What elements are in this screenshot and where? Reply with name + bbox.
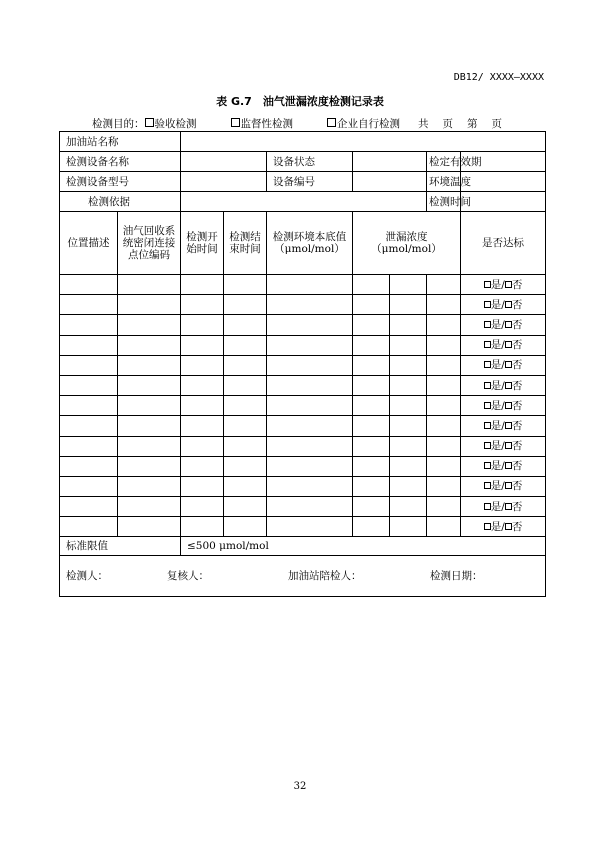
table-row	[60, 275, 546, 295]
label-inspection-date: 检测日期：	[430, 570, 483, 583]
data-cell[interactable]	[390, 375, 427, 395]
data-cell[interactable]	[118, 497, 181, 517]
table-row	[60, 295, 546, 315]
data-cell[interactable]	[60, 416, 118, 436]
label-inspector: 检测人：	[66, 570, 108, 583]
col-position: 位置描述	[60, 212, 118, 275]
signature-cell	[60, 556, 546, 597]
data-cell[interactable]	[267, 355, 353, 375]
data-cell[interactable]	[353, 355, 390, 375]
data-cell[interactable]	[60, 275, 118, 295]
data-cell[interactable]	[118, 396, 181, 416]
data-cell[interactable]	[390, 456, 427, 476]
data-cell[interactable]	[390, 275, 427, 295]
data-cell[interactable]	[181, 315, 224, 335]
data-cell[interactable]	[60, 476, 118, 496]
data-cell[interactable]	[353, 416, 390, 436]
yes-label: 是/	[490, 399, 505, 412]
data-cell[interactable]	[181, 335, 224, 355]
compliance-cell	[461, 375, 546, 395]
yes-checkbox-icon[interactable]	[484, 503, 491, 510]
row-signatures	[60, 556, 546, 597]
no-label: 否	[511, 480, 523, 493]
data-cell[interactable]	[390, 335, 427, 355]
data-cell[interactable]	[118, 436, 181, 456]
data-cell[interactable]	[427, 295, 461, 315]
data-cell[interactable]	[60, 396, 118, 416]
no-label: 否	[511, 298, 523, 311]
data-cell[interactable]	[118, 335, 181, 355]
yes-label: 是/	[490, 339, 505, 352]
data-cell[interactable]	[267, 396, 353, 416]
yes-checkbox-icon[interactable]	[484, 402, 491, 409]
yes-checkbox-icon[interactable]	[484, 281, 491, 288]
no-checkbox-icon[interactable]	[505, 301, 512, 308]
data-cell[interactable]	[60, 295, 118, 315]
data-cell[interactable]	[224, 436, 267, 456]
value-limit: ≤500 μmol/mol	[181, 537, 546, 556]
data-cell[interactable]	[181, 275, 224, 295]
data-cell[interactable]	[118, 416, 181, 436]
field-basis[interactable]	[181, 192, 427, 212]
table-row	[60, 396, 546, 416]
checkbox-icon	[231, 118, 240, 127]
no-label: 否	[511, 318, 523, 331]
no-checkbox-icon[interactable]	[505, 462, 512, 469]
table-row	[60, 355, 546, 375]
no-label: 否	[511, 419, 523, 432]
label-reviewer: 复核人：	[167, 570, 209, 583]
yes-label: 是/	[490, 318, 505, 331]
data-cell[interactable]	[60, 436, 118, 456]
page-count: 共 页 第 页	[418, 118, 502, 130]
no-checkbox-icon[interactable]	[505, 361, 512, 368]
data-cell[interactable]	[60, 456, 118, 476]
data-cell[interactable]	[353, 456, 390, 476]
data-cell[interactable]	[224, 497, 267, 517]
data-cell[interactable]	[390, 517, 427, 537]
data-cell[interactable]	[353, 497, 390, 517]
data-cell[interactable]	[427, 315, 461, 335]
field-time[interactable]	[461, 192, 546, 212]
data-cell[interactable]	[224, 375, 267, 395]
checkbox-icon	[145, 118, 154, 127]
table-row	[60, 375, 546, 395]
compliance-cell	[461, 416, 546, 436]
field-device-number[interactable]	[353, 172, 427, 192]
yes-checkbox-icon[interactable]	[484, 482, 491, 489]
data-cell[interactable]	[60, 517, 118, 537]
option-supervisory[interactable]: 监督性检测	[231, 116, 294, 131]
data-cell[interactable]	[224, 476, 267, 496]
page-number: 32	[293, 781, 307, 792]
column-header-row	[60, 212, 546, 275]
data-cell[interactable]	[267, 416, 353, 436]
data-cell[interactable]	[427, 416, 461, 436]
data-cell[interactable]	[181, 295, 224, 315]
yes-checkbox-icon[interactable]	[484, 321, 491, 328]
yes-label: 是/	[490, 419, 505, 432]
no-checkbox-icon[interactable]	[505, 523, 512, 530]
col-start-time: 检测开始时间	[181, 212, 224, 275]
yes-checkbox-icon[interactable]	[484, 382, 491, 389]
data-cell[interactable]	[118, 315, 181, 335]
compliance-cell	[461, 456, 546, 476]
data-cell[interactable]	[267, 497, 353, 517]
data-cell[interactable]	[118, 355, 181, 375]
row-device-model	[60, 172, 546, 192]
field-device-status[interactable]	[353, 152, 427, 172]
label-time: 检测时间	[427, 192, 461, 212]
data-cell[interactable]	[267, 476, 353, 496]
no-label: 否	[511, 440, 523, 453]
data-cell[interactable]	[427, 375, 461, 395]
data-cell[interactable]	[224, 355, 267, 375]
col-compliance: 是否达标	[461, 212, 546, 275]
data-cell[interactable]	[353, 436, 390, 456]
row-basis	[60, 192, 546, 212]
table-row	[60, 416, 546, 436]
yes-label: 是/	[490, 460, 505, 473]
data-cell[interactable]	[224, 517, 267, 537]
label-device-name: 检测设备名称	[60, 152, 181, 172]
compliance-cell	[461, 497, 546, 517]
compliance-cell	[461, 295, 546, 315]
data-cell[interactable]	[267, 456, 353, 476]
table-row	[60, 456, 546, 476]
data-cell[interactable]	[427, 456, 461, 476]
data-cell[interactable]	[390, 315, 427, 335]
no-checkbox-icon[interactable]	[505, 321, 512, 328]
yes-label: 是/	[490, 379, 505, 392]
data-rows	[60, 275, 546, 537]
table-row	[60, 315, 546, 335]
data-cell[interactable]	[224, 416, 267, 436]
no-checkbox-icon[interactable]	[505, 281, 512, 288]
no-label: 否	[511, 500, 523, 513]
no-checkbox-icon[interactable]	[505, 422, 512, 429]
col-connection-point: 油气回收系统密闭连接点位编码	[118, 212, 181, 275]
data-cell[interactable]	[181, 355, 224, 375]
no-label: 否	[511, 278, 523, 291]
data-cell[interactable]	[353, 275, 390, 295]
data-cell[interactable]	[267, 517, 353, 537]
data-cell[interactable]	[427, 517, 461, 537]
data-cell[interactable]	[181, 416, 224, 436]
yes-checkbox-icon[interactable]	[484, 341, 491, 348]
compliance-cell	[461, 476, 546, 496]
no-label: 否	[511, 339, 523, 352]
compliance-cell	[461, 436, 546, 456]
data-cell[interactable]	[181, 497, 224, 517]
no-label: 否	[511, 379, 523, 392]
field-station-name[interactable]	[181, 132, 546, 152]
field-env-temp[interactable]	[461, 172, 546, 192]
no-checkbox-icon[interactable]	[505, 482, 512, 489]
label-device-model: 检测设备型号	[60, 172, 181, 192]
compliance-cell	[461, 335, 546, 355]
col-background: 检测环境本底值（μmol/mol）	[267, 212, 353, 275]
data-cell[interactable]	[353, 335, 390, 355]
compliance-cell	[461, 315, 546, 335]
data-cell[interactable]	[181, 456, 224, 476]
label-limit: 标准限值	[60, 537, 181, 556]
row-station-name	[60, 132, 546, 152]
data-cell[interactable]	[60, 315, 118, 335]
label-station-name: 加油站名称	[60, 132, 181, 152]
data-cell[interactable]	[60, 497, 118, 517]
no-checkbox-icon[interactable]	[505, 503, 512, 510]
data-cell[interactable]	[390, 295, 427, 315]
data-cell[interactable]	[118, 375, 181, 395]
option-self-check[interactable]: 企业自行检测	[327, 116, 400, 131]
yes-checkbox-icon[interactable]	[484, 361, 491, 368]
compliance-cell	[461, 275, 546, 295]
document-code: DB12/ XXXX—XXXX	[453, 72, 544, 83]
yes-label: 是/	[490, 278, 505, 291]
compliance-cell	[461, 517, 546, 537]
data-cell[interactable]	[267, 275, 353, 295]
label-calibration: 检定有效期	[427, 152, 461, 172]
data-cell[interactable]	[118, 517, 181, 537]
checkbox-icon	[327, 118, 336, 127]
data-cell[interactable]	[427, 335, 461, 355]
field-device-name[interactable]	[181, 152, 267, 172]
label-device-number: 设备编号	[267, 172, 353, 192]
yes-label: 是/	[490, 359, 505, 372]
data-cell[interactable]	[427, 436, 461, 456]
data-cell[interactable]	[353, 517, 390, 537]
data-cell[interactable]	[267, 436, 353, 456]
data-cell[interactable]	[267, 315, 353, 335]
data-cell[interactable]	[224, 335, 267, 355]
data-cell[interactable]	[267, 375, 353, 395]
data-cell[interactable]	[60, 335, 118, 355]
data-cell[interactable]	[353, 396, 390, 416]
col-leak-concentration: 泄漏浓度（μmol/mol）	[353, 212, 461, 275]
data-cell[interactable]	[267, 295, 353, 315]
data-cell[interactable]	[390, 416, 427, 436]
data-cell[interactable]	[353, 476, 390, 496]
data-cell[interactable]	[181, 436, 224, 456]
data-cell[interactable]	[60, 375, 118, 395]
data-cell[interactable]	[267, 335, 353, 355]
data-cell[interactable]	[118, 275, 181, 295]
no-checkbox-icon[interactable]	[505, 382, 512, 389]
data-cell[interactable]	[181, 396, 224, 416]
compliance-cell	[461, 396, 546, 416]
yes-label: 是/	[490, 440, 505, 453]
yes-checkbox-icon[interactable]	[484, 301, 491, 308]
data-cell[interactable]	[60, 355, 118, 375]
no-label: 否	[511, 520, 523, 533]
yes-checkbox-icon[interactable]	[484, 442, 491, 449]
label-env-temp: 环境温度	[427, 172, 461, 192]
inspection-purpose	[92, 116, 502, 131]
row-limit	[60, 537, 546, 556]
option-acceptance[interactable]: 验收检测	[145, 116, 197, 131]
data-cell[interactable]	[390, 436, 427, 456]
no-checkbox-icon[interactable]	[505, 402, 512, 409]
data-cell[interactable]	[224, 295, 267, 315]
data-cell[interactable]	[427, 396, 461, 416]
data-cell[interactable]	[390, 355, 427, 375]
yes-checkbox-icon[interactable]	[484, 523, 491, 530]
row-device-name	[60, 152, 546, 172]
data-cell[interactable]	[353, 315, 390, 335]
data-cell[interactable]	[427, 476, 461, 496]
data-cell[interactable]	[118, 456, 181, 476]
table-row	[60, 497, 546, 517]
data-cell[interactable]	[118, 476, 181, 496]
compliance-cell	[461, 355, 546, 375]
leak-record-table	[59, 131, 546, 597]
label-basis: 检测依据	[60, 192, 181, 212]
data-cell[interactable]	[224, 396, 267, 416]
col-end-time: 检测结束时间	[224, 212, 267, 275]
purpose-label: 检测目的：	[92, 118, 145, 130]
data-cell[interactable]	[390, 497, 427, 517]
yes-label: 是/	[490, 298, 505, 311]
yes-label: 是/	[490, 480, 505, 493]
data-cell[interactable]	[390, 396, 427, 416]
label-station-escort: 加油站陪检人：	[288, 570, 362, 583]
no-label: 否	[511, 359, 523, 372]
table-title: 表 G.7 油气泄漏浓度检测记录表	[216, 95, 384, 108]
data-cell[interactable]	[181, 517, 224, 537]
no-label: 否	[511, 460, 523, 473]
yes-label: 是/	[490, 500, 505, 513]
field-device-model[interactable]	[181, 172, 267, 192]
data-cell[interactable]	[427, 355, 461, 375]
data-cell[interactable]	[390, 476, 427, 496]
table-row	[60, 517, 546, 537]
no-label: 否	[511, 399, 523, 412]
data-cell[interactable]	[224, 456, 267, 476]
no-checkbox-icon[interactable]	[505, 341, 512, 348]
data-cell[interactable]	[181, 476, 224, 496]
data-cell[interactable]	[181, 375, 224, 395]
yes-checkbox-icon[interactable]	[484, 422, 491, 429]
yes-checkbox-icon[interactable]	[484, 462, 491, 469]
no-checkbox-icon[interactable]	[505, 442, 512, 449]
label-device-status: 设备状态	[267, 152, 353, 172]
data-cell[interactable]	[353, 295, 390, 315]
data-cell[interactable]	[427, 497, 461, 517]
table-row	[60, 335, 546, 355]
yes-label: 是/	[490, 520, 505, 533]
data-cell[interactable]	[224, 315, 267, 335]
data-cell[interactable]	[353, 375, 390, 395]
data-cell[interactable]	[224, 275, 267, 295]
data-cell[interactable]	[118, 295, 181, 315]
table-row	[60, 436, 546, 456]
table-row	[60, 476, 546, 496]
data-cell[interactable]	[427, 275, 461, 295]
